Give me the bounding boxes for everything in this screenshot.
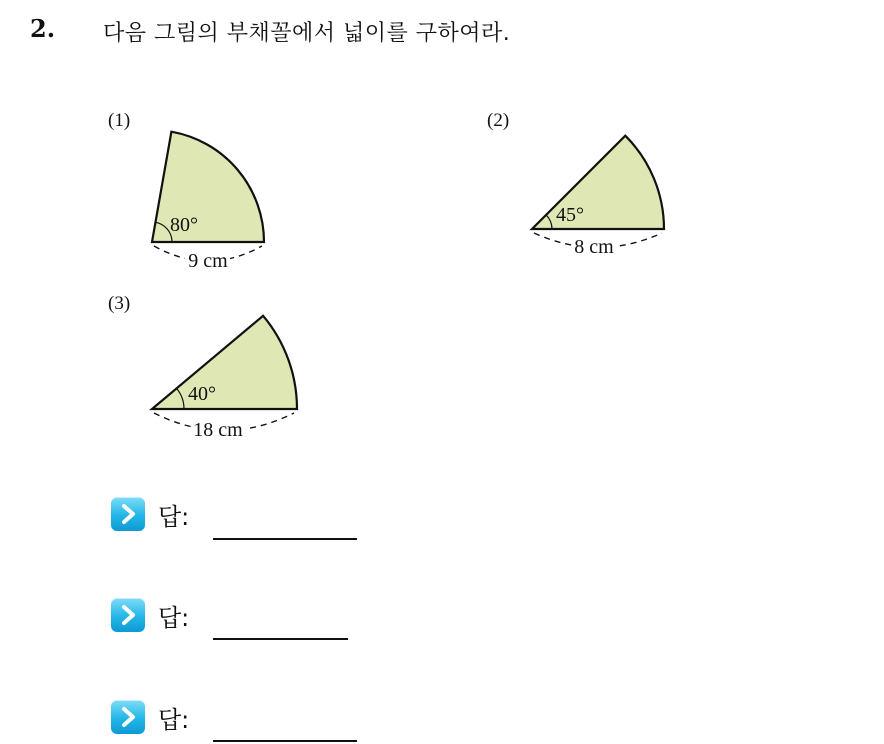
- figure-2-label: (2): [487, 110, 510, 131]
- sector-2-angle-label: 45°: [556, 204, 584, 226]
- chevron-right-icon: [111, 700, 145, 734]
- answer-blank-3[interactable]: [213, 740, 357, 742]
- sector-figure-1: [152, 132, 264, 272]
- sector-3-angle-label: 40°: [188, 383, 216, 405]
- figure-3-label: (3): [108, 293, 131, 314]
- sector-1-shape: [152, 132, 264, 242]
- sector-3-radius-label: 18 cm: [193, 419, 243, 441]
- question-text: 다음 그림의 부채꼴에서 넓이를 구하여라.: [103, 21, 511, 46]
- figure-1-label: (1): [108, 110, 131, 131]
- chevron-right-icon: [111, 598, 145, 632]
- sector-figure-2: [532, 136, 664, 258]
- question-number: 2.: [30, 14, 56, 43]
- answer-blank-2[interactable]: [213, 638, 348, 640]
- answer-label: 답:: [158, 604, 190, 632]
- sector-2-shape: [532, 136, 664, 229]
- sector-1-radius-label: 9 cm: [188, 250, 228, 272]
- answer-label: 답:: [158, 503, 190, 531]
- sector-2-radius-label: 8 cm: [574, 236, 614, 258]
- answer-label: 답:: [158, 706, 190, 734]
- chevron-right-icon: [111, 497, 145, 531]
- sector-1-angle-label: 80°: [170, 214, 198, 236]
- answer-blank-1[interactable]: [213, 538, 357, 540]
- sector-3-shape: [152, 316, 297, 409]
- sector-figure-3: [152, 316, 297, 441]
